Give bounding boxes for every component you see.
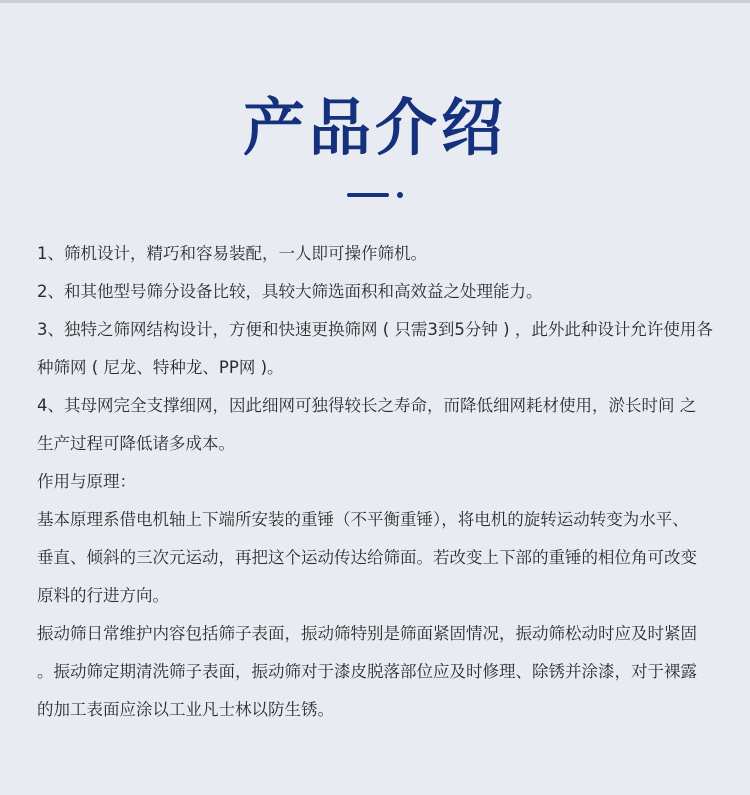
text-line: 生产过程可降低诸多成本。 [37, 434, 235, 453]
title-divider [347, 192, 407, 198]
product-description [37, 235, 727, 729]
text-line: 垂直、倾斜的三次元运动，再把这个运动传达给筛面。若改变上下部的重锤的相位角可改变 [37, 548, 697, 567]
text-line: 1、筛机设计，精巧和容易装配，一人即可操作筛机。 [37, 244, 427, 263]
text-line: 2、和其他型号筛分设备比较，具较大筛选面积和高效益之处理能力。 [37, 282, 543, 301]
page-title: 产品介绍 [242, 91, 507, 164]
text-line: 。振动筛定期清洗筛子表面，振动筛对于漆皮脱落部位应及时修理、除锈并涂漆，对于裸露 [37, 662, 697, 681]
section-heading: 作用与原理： [37, 472, 136, 491]
text-line: 的加工表面应涂以工业凡士林以防生锈。 [37, 700, 334, 719]
text-line: 基本原理系借电机轴上下端所安装的重锤（不平衡重锤），将电机的旋转运动转变为水平、 [37, 510, 689, 529]
text-line: 原料的行进方向。 [37, 586, 169, 605]
text-line: 3、独特之筛网结构设计，方便和快速更换筛网 ( 只需3到5分钟 ) ，此外此种设计允许使用各 [37, 320, 713, 339]
divider-bar [347, 193, 389, 197]
text-line: 种筛网 ( 尼龙、特种龙、PP网 )。 [37, 358, 284, 377]
divider-dot [397, 192, 403, 198]
text-line: 振动筛日常维护内容包括筛子表面，振动筛特别是筛面紧固情况，振动筛松动时应及时紧固 [37, 624, 697, 643]
text-line: 4、其母网完全支撑细网，因此细网可独得较长之寿命，而降低细网耗材使用，淤长时间 之 [37, 396, 697, 415]
top-border [0, 0, 750, 3]
